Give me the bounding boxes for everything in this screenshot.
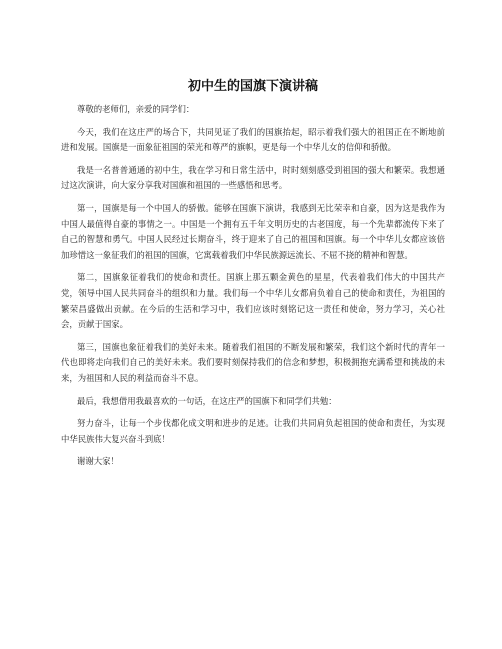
salutation: 尊敬的老师们，亲爱的同学们： xyxy=(76,104,195,114)
paragraph-3: 第一，国旗是每一个中国人的骄傲。能够在国旗下演讲，我感到无比荣幸和自豪，因为这是我作为中国人最值得自豪的事情之一。中国是一个拥有五千年文明历史的古老国度，每一个先辈都流传下来了自己的智慧和勇气。中国人民经过长期奋斗，终于迎来了自己的祖国和国旗。每一个中华儿女都应该倍加珍惜这一象征我们的祖国的国旗，它寓载着我们中华民族源远流长、不屈不挠的精神和智慧。 xyxy=(61,202,445,260)
paragraph-6: 最后，我想借用我最喜欢的一句话，在这庄严的国旗下和同学们共勉： xyxy=(76,395,337,406)
closing-thanks: 谢谢大家！ xyxy=(76,456,119,467)
paragraph-2: 我是一名普普通通的初中生，我在学习和日常生活中，时时刻刻感受到祖国的强大和繁荣。我想通过这次演讲，向大家分享我对国旗和祖国的一些感悟和思考。 xyxy=(61,164,445,191)
document-title: 初中生的国旗下演讲稿 xyxy=(187,79,318,94)
paragraph-4: 第二，国旗象征着我们的使命和责任。国旗上那五颗金黄色的星星，代表着我们伟大的中国共产党，领导中国人民共同奋斗的组织和力量。我们每一个中华儿女都肩负着自己的使命和责任，为祖国的繁荣昌盛做出贡献。在今后的生活和学习中，我们应该时刻铭记这一责任和使命，努力学习，关心社会，贡献于国家。 xyxy=(61,272,445,330)
paragraph-7: 努力奋斗，让每一个步伐都化成文明和进步的足迹。让我们共同肩负起祖国的使命和责任，为实现中华民族伟大复兴奋斗到底！ xyxy=(61,418,445,444)
document-page xyxy=(61,78,445,477)
paragraph-1: 今天，我们在这庄严的场合下，共同见证了我们的国旗抬起，昭示着我们强大的祖国正在不断地前进和发展。国旗是一面象征祖国的荣光和尊严的旗帜，更是每一个中华儿女的信仰和骄傲。 xyxy=(61,126,445,153)
paragraph-5: 第三，国旗也象征着我们的美好未来。随着我们祖国的不断发展和繁荣，我们这个新时代的青年一代也即将走向我们自己的美好未来。我们要时刻保持我们的信念和梦想，积极拥抱充满希望和挑战的未来，为祖国和人民的利益而奋斗不息。 xyxy=(61,341,445,383)
